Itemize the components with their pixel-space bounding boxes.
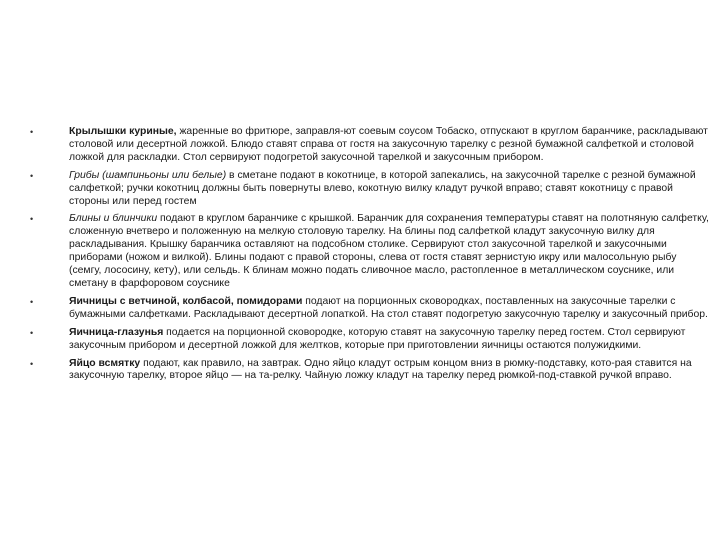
bullet-icon: • — [30, 127, 34, 137]
item-text: подают, как правило, на завтрак. Одно яйцо кладут острым концом вниз в рюмку-подставку, кото-рая ставится на закусочную тарелку, второе яйцо — на та-релку. Чайную ложку кладут на тарелку перед рюмкой-под-ставкой ручкой вправо. — [69, 357, 692, 382]
item-lead: Яйцо всмятку — [69, 357, 141, 369]
item-text: подают в круглом баранчике с крышкой. Баранчик для сохранения температуры ставят на полотняную салфетку, сложенную вчетверо и положенную на мелкую столовую тарелку. На блины под салфеткой кладут закусочную вилку для раскладывания. Крышку баранчика оставляют на подсобном столике. Сервируют стол закусочной тарелкой и закусочными приборами (ножом и вилкой). Блины подают с правой стороны, слева от гостя ставят зернистую икру или малосольную рыбу (семгу, лососину, кету), или сельдь. К блинам можно подать сливочное масло, растопленное в металлическом соуснике, или сметану в фарфоровом соуснике — [69, 213, 709, 289]
item-text: подают на порционных сковородках, поставленных на закусочные тарелки с бумажными салфетками. Раскладывают десертной лопаткой. На стол ставят подогретую закусочную тарелку и закусочный прибор. — [69, 295, 708, 320]
bullet-icon: • — [30, 296, 34, 307]
bullet-icon: • — [30, 170, 34, 181]
bullet-icon: • — [30, 358, 34, 369]
item-lead: Яичница-глазунья — [69, 326, 164, 338]
bullet-icon: • — [30, 327, 34, 338]
list-item — [30, 126, 710, 165]
item-text: в сметане подают в кокотнице, в которой запекались, на закусочной тарелке с резной бумажной салфеткой; ручки кокотниц должны быть повернуты влево, кокотную вилку кладут ручкой вправо; ставят кокотницу с правой стороны или перед гостем — [69, 169, 696, 207]
list-item — [30, 358, 710, 384]
item-lead: Крылышки куриные, — [69, 126, 177, 137]
bullet-icon: • — [30, 214, 34, 225]
item-lead: Блины и блинчики — [69, 213, 158, 225]
list-item — [30, 213, 710, 290]
item-text: подается на порционной сковородке, которую ставят на закусочную тарелку перед гостем. Стол сервируют закусочным прибором и десертной ложкой для желтков, которые при приготовлении яичницы остаются полужидкими. — [69, 326, 686, 351]
list-item — [30, 170, 710, 209]
list-item — [30, 296, 710, 322]
bullet-list — [30, 126, 710, 388]
item-lead: Яичницы с ветчиной, колбасой, помидорами — [69, 295, 303, 307]
list-item — [30, 327, 710, 353]
item-text: жаренные во фритюре, заправля-ют соевым соусом Тобаско, отпускают в круглом баранчике, раскладывают столовой или десертной ложкой. Блюдо ставят справа от гостя на закусочную тарелку с резной бумажной салфеткой и столовой ложкой для раскладки. Стол сервируют подогретой закусочной тарелкой и закусочным прибором. — [69, 126, 708, 163]
item-lead: Грибы (шампиньоны или белые) — [69, 169, 227, 181]
